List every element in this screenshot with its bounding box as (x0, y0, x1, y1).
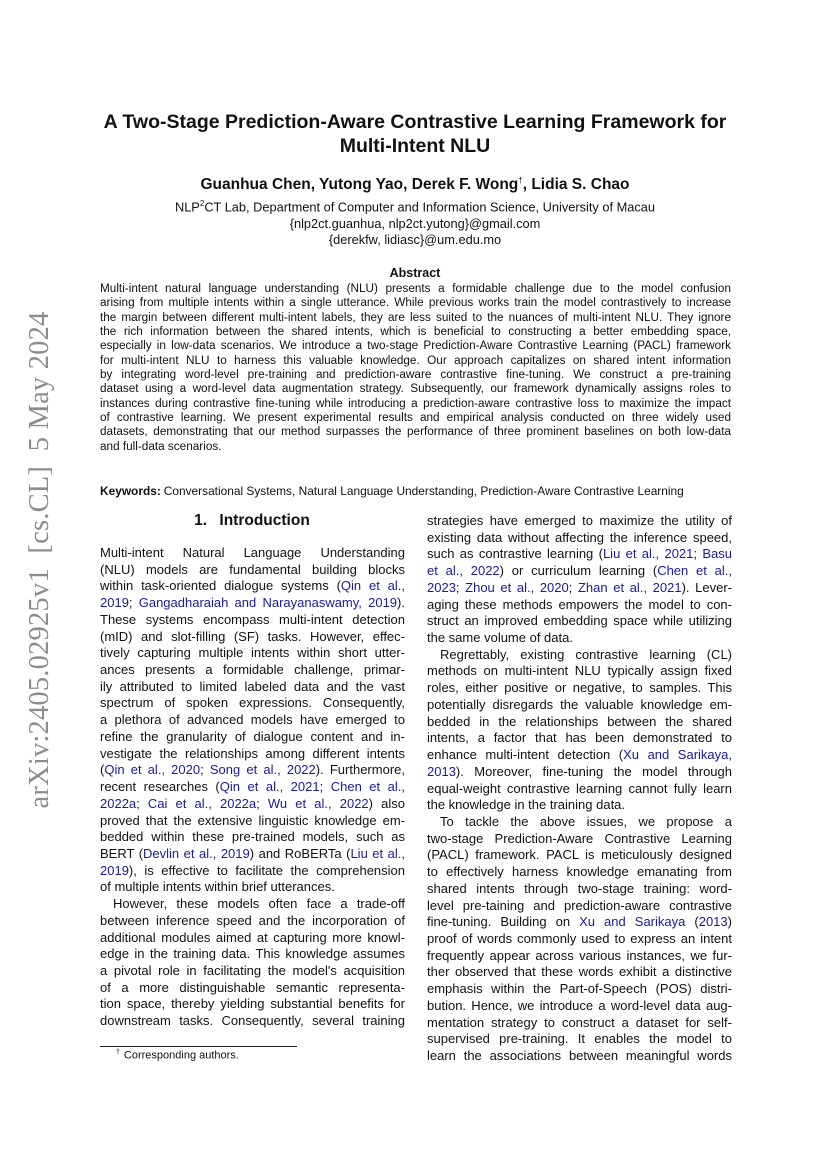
text-line (100, 963, 405, 980)
text-span: However, these models often face a trade-off (113, 896, 405, 912)
text-span: bution. Hence, we introduce a word-level data aug- (427, 997, 732, 1013)
text-span: spectrum of spoken expressions. Consequently, (100, 695, 405, 711)
text-line (427, 680, 732, 697)
abstract-body (100, 282, 731, 454)
text-span: ) (727, 914, 732, 930)
text-span: ances presents a formidable challenge, primar- (100, 662, 405, 678)
keywords-text: Conversational Systems, Natural Language Understanding, Prediction-Aware Contrastive Learning (163, 484, 684, 498)
text-line (427, 747, 732, 764)
abstract-line: and full-data scenarios. (100, 439, 222, 453)
text-span: downstream tasks. Consequently, several training (100, 1013, 405, 1029)
text-line (100, 846, 405, 863)
text-span: equal-weight contrastive learning cannot fully learn (427, 780, 732, 796)
text-span: BERT ( (100, 845, 144, 861)
corresponding-dagger: † (518, 176, 523, 185)
text-span: ). (397, 595, 405, 611)
text-span: such as contrastive learning ( (427, 546, 603, 562)
text-span: roles, either positive or negative, to samples. This (427, 680, 732, 696)
text-span: ). Moreover, fine-tuning the model through (455, 763, 732, 779)
abstract-heading: Abstract (389, 266, 441, 280)
text-span: frequently appear across various instances, we fur- (427, 947, 732, 963)
text-line (100, 946, 405, 963)
text-span: within task-oriented dialogue systems ( (100, 578, 341, 594)
abstract-line: the rich information between the shared intents, which is beneficial to constructing a better embedding space, (100, 325, 731, 339)
text-span: refine the granularity of dialogue content and in- (100, 728, 405, 744)
text-line (427, 964, 732, 981)
text-span: vestigate the relationships among different intents (100, 745, 405, 761)
text-span: aging these methods empowers the model to con- (427, 596, 732, 612)
footnote-mark: † (116, 1049, 120, 1056)
author-last: , Lidia S. Chao (522, 176, 630, 194)
aff-pre: NLP (174, 199, 200, 215)
text-line (427, 931, 732, 948)
text-span: These systems encompass multi-intent detection (100, 611, 405, 627)
text-span: a plethora of advanced models have emerged to (100, 712, 405, 728)
text-line (100, 896, 405, 913)
text-span: mentation strategy to construct a dataset for self- (427, 1014, 732, 1030)
text-span: learn the associations between meaningful words (427, 1048, 732, 1063)
text-span: ; (256, 795, 268, 811)
text-span: level pre-taining and prediction-aware contrastive (427, 897, 732, 913)
text-span: ther observed that these words exhibit a distinctive (427, 964, 732, 980)
aff-sup: 2 (199, 199, 205, 208)
citation-link[interactable]: Xu and Sarikaya (579, 914, 686, 930)
text-span: to effectively harness knowledge emanating from (427, 864, 732, 880)
text-span: (mID) and slot-filling (SF) tasks. However, effec- (100, 628, 405, 644)
citation-link[interactable]: Gangadharaiah and Narayanaswamy, 2019 (138, 595, 398, 611)
text-line (100, 645, 405, 662)
text-line (427, 831, 732, 848)
text-span: intents, a factor that has been demonstrated to (427, 730, 732, 746)
email-line: {derekfw, lidiasc}@um.edu.mo (328, 232, 502, 248)
text-span: struct an improved embedding space while utilizing (427, 613, 732, 629)
text-line (100, 913, 405, 930)
text-line (100, 712, 405, 729)
text-span: (PACL) framework. PACL is meticulously designed (427, 847, 732, 863)
citation-link[interactable]: 2019 (100, 862, 129, 878)
left-column (100, 545, 405, 1030)
citation-link[interactable]: 2022a (100, 795, 137, 811)
text-span: tion space, thereby yielding substantial benefits for (100, 996, 405, 1012)
text-line (427, 814, 732, 831)
abstract-line: by integrating word-level pre-training and prediction-aware contrastive fine-tuning. We construct a pre-training (100, 368, 731, 382)
text-line (100, 729, 405, 746)
text-line (100, 779, 405, 796)
text-line (100, 629, 405, 646)
text-span: ; (455, 579, 466, 595)
citation-link[interactable]: Qin et al., (340, 578, 405, 594)
right-column (427, 513, 732, 1065)
keywords-label: Keywords: (100, 484, 161, 498)
text-span: fine-tuning. Building on (427, 914, 580, 930)
text-line (100, 863, 405, 880)
citation-link[interactable]: Zhan et al., 2021 (577, 579, 682, 595)
text-line (427, 730, 732, 747)
text-span: Multi-intent Natural Language Understanding (100, 545, 405, 560)
text-line (100, 595, 405, 612)
text-line (427, 580, 732, 597)
citation-link[interactable]: 2019 (100, 595, 129, 611)
citation-link[interactable]: Zhou et al., 2020 (465, 579, 569, 595)
text-span: the same volume of data. (427, 630, 573, 646)
text-span: To tackle the above issues, we propose a (440, 813, 732, 829)
text-span: enhance multi-intent detection ( (427, 747, 624, 763)
text-span: tively capturing multiple intents within short utter- (100, 645, 405, 661)
text-span: (NLU) models are fundamental building blocks (100, 561, 405, 577)
text-span: additional modules aimed at capturing more knowl- (100, 929, 405, 945)
text-line (100, 679, 405, 696)
citation-link[interactable]: Chen et al., (657, 563, 732, 579)
text-line (427, 513, 732, 530)
text-line (427, 714, 732, 731)
text-span: ; (319, 779, 331, 795)
text-line (100, 1013, 405, 1030)
text-line (100, 930, 405, 947)
text-span: ( (685, 914, 699, 930)
section-heading-introduction: 1. Introduction (194, 512, 310, 529)
text-span: potentially disregards the valuable knowledge em- (427, 696, 732, 712)
keywords (100, 484, 684, 498)
text-span: edge in the training data. This knowledge assumes (100, 946, 405, 962)
text-line (427, 881, 732, 898)
citation-link[interactable]: Cai et al., 2022a (147, 795, 257, 811)
text-span: ; (568, 579, 578, 595)
text-line (427, 1015, 732, 1032)
text-span: ) also (368, 795, 405, 811)
text-line (100, 746, 405, 763)
text-line (100, 662, 405, 679)
text-line (427, 597, 732, 614)
abstract-line: datasets, demonstrating that our method surpasses the performance of three prominent baselines on both low-data (100, 425, 731, 439)
text-line (427, 613, 732, 630)
text-line (427, 914, 732, 931)
citation-link[interactable]: 2013 (698, 914, 728, 930)
text-span: strategies have emerged to maximize the utility of (427, 513, 732, 528)
footnote (116, 1049, 239, 1062)
text-line (427, 797, 732, 814)
text-span: ) and RoBERTa ( (249, 845, 351, 861)
footnote-rule (100, 1046, 297, 1047)
author-names: Guanhua Chen, Yutong Yao, Derek F. Wong (200, 176, 519, 194)
text-line (427, 546, 732, 563)
abstract-line: the margin between different multi-intent labels, they are less suited to the nuances of multi-intent NLU. They ignore (100, 310, 731, 324)
text-line (427, 647, 732, 664)
text-span: ), is effective to facilitate the comprehension (128, 862, 405, 878)
aff-post: CT Lab, Department of Computer and Information Science, University of Macau (204, 199, 656, 215)
text-span: two-stage Prediction-Aware Contrastive Learning (427, 830, 732, 846)
title-line: A Two-Stage Prediction-Aware Contrastive Learning Framework for (103, 111, 727, 133)
text-span: between inference speed and the incorporation of (100, 912, 405, 928)
citation-link[interactable]: Liu et al., (350, 845, 405, 861)
text-span: ) or curriculum learning ( (499, 563, 658, 579)
abstract-line: instances during contrastive fine-tuning while introducing a prediction-aware contrastive loss to maximize the impact (100, 396, 731, 410)
text-span: Regrettably, existing contrastive learning (CL) (440, 646, 732, 662)
text-span: a pivotal role in facilitating the model's acquisition (100, 962, 405, 978)
text-line (427, 981, 732, 998)
affiliation (90, 196, 740, 249)
text-line (427, 663, 732, 680)
abstract-line: dataset using a word-level data augmentation strategy. Subsequently, our framework dynamically assigns roles to (100, 382, 731, 396)
text-line (100, 796, 405, 813)
text-line (427, 1031, 732, 1048)
text-line (100, 695, 405, 712)
text-line (427, 563, 732, 580)
footnote-text: Corresponding authors. (123, 1049, 239, 1062)
citation-link[interactable]: Qin et al., 2021 (219, 779, 320, 795)
abstract-line: arising from multiple intents within a single utterance. While previous works train the model contrastively to increase (100, 296, 731, 310)
text-span: ily attributed to limited labeled data and the vast (100, 678, 405, 694)
text-line (100, 762, 405, 779)
text-line (100, 813, 405, 830)
text-span: proof of words commonly used to express an intent (427, 930, 732, 946)
citation-link[interactable]: Chen et al., (330, 779, 405, 795)
abstract-line: especially in low-data scenarios. We introduce a two-stage Prediction-Aware Contrastive Learning (PACL) framework (100, 339, 731, 353)
author-list (90, 176, 740, 194)
text-span: of multiple intents within brief utterances. (100, 879, 335, 895)
text-span: bedded in the relationships between the shared (427, 713, 732, 729)
text-span: the knowledge in the training data. (427, 797, 626, 813)
text-line (100, 980, 405, 997)
text-line (427, 898, 732, 915)
text-line (100, 612, 405, 629)
text-span: supervised pre-training. It enables the model to (427, 1031, 732, 1047)
citation-link[interactable]: Song et al., 2022 (209, 762, 316, 778)
text-line (427, 1048, 732, 1065)
text-span: ). Lever- (681, 579, 732, 595)
citation-link[interactable]: Qin et al., 2020 (104, 762, 201, 778)
text-line (100, 545, 405, 562)
arxiv-watermark: arXiv:2405.02925v1 [cs.CL] 5 May 2024 (24, 311, 55, 809)
text-line (427, 630, 732, 647)
text-line (427, 847, 732, 864)
text-span: ; (200, 762, 210, 778)
text-line (427, 781, 732, 798)
text-line (100, 879, 405, 896)
text-line (100, 562, 405, 579)
citation-link[interactable]: et al., 2022 (427, 563, 500, 579)
citation-link[interactable]: Wu et al., 2022 (267, 795, 369, 811)
text-span: ; (693, 546, 703, 562)
text-line (100, 829, 405, 846)
abstract-line: Multi-intent natural language understanding (NLU) presents a formidable challenge due to the model confusion (100, 282, 731, 295)
title-line: Multi-Intent NLU (339, 135, 491, 157)
abstract-line: for multi-intent NLU to harness this valuable knowledge. Our approach capitalizes on shared intent information (100, 353, 731, 367)
citation-link[interactable]: Devlin et al., 2019 (143, 845, 250, 861)
email-line: {nlp2ct.guanhua, nlp2ct.yutong}@gmail.com (289, 215, 541, 231)
text-line (100, 578, 405, 595)
text-span: ( (100, 762, 105, 778)
text-line (427, 864, 732, 881)
text-line (427, 948, 732, 965)
text-span: of a more distinguishable semantic representa- (100, 979, 405, 995)
abstract-line: of contrastive learning. We present experimental results and empirical analysis conducted on three widely used (100, 411, 731, 425)
text-line (100, 996, 405, 1013)
text-span: ; (136, 795, 148, 811)
text-line (427, 764, 732, 781)
text-span: shared intents through two-stage training: word- (427, 880, 732, 896)
citation-link[interactable]: Xu and Sarikaya, (623, 747, 732, 763)
text-span: emphasis within the Part-of-Speech (POS) distri- (427, 981, 732, 997)
text-span: ; (128, 595, 139, 611)
citation-link[interactable]: Basu (702, 546, 732, 562)
text-line (427, 998, 732, 1015)
text-span: ). Furthermore, (315, 762, 405, 778)
citation-link[interactable]: 2013 (427, 763, 456, 779)
text-span: proved that the extensive linguistic knowledge em- (100, 812, 405, 828)
text-span: existing data without affecting the inference speed, (427, 529, 732, 545)
citation-link[interactable]: 2023 (427, 579, 456, 595)
paper-title (90, 110, 740, 158)
text-span: methods on multi-intent NLU typically assign fixed (427, 663, 732, 679)
text-line (427, 697, 732, 714)
text-span: bedded within these pre-trained models, such as (100, 829, 405, 845)
citation-link[interactable]: Liu et al., 2021 (602, 546, 694, 562)
text-span: recent researches ( (100, 779, 220, 795)
text-line (427, 530, 732, 547)
